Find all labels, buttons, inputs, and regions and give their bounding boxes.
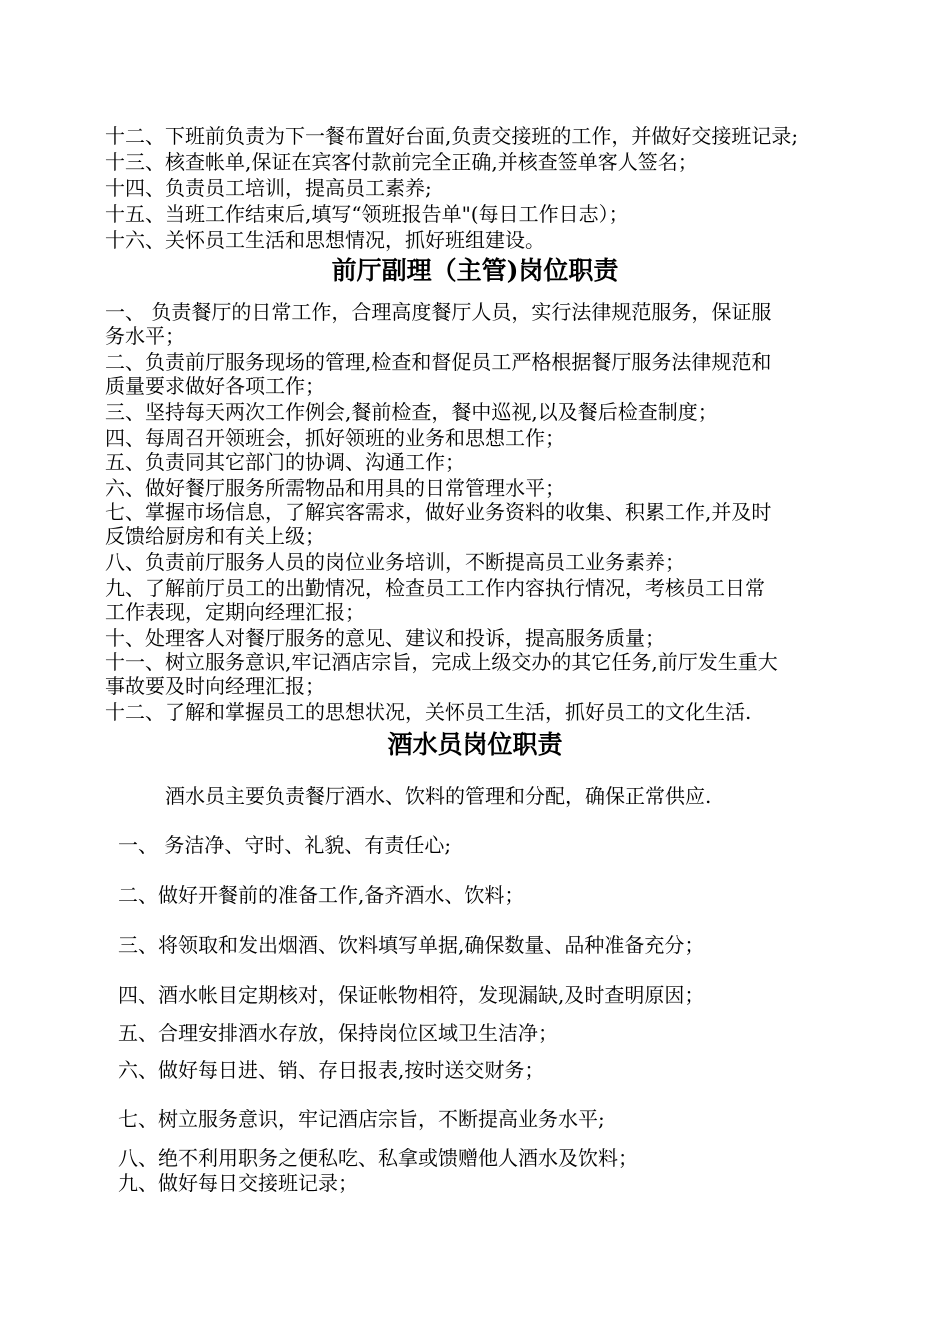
- section3-item-9: 九、做好每日交接班记录；: [118, 1171, 358, 1195]
- section3-item-4: 四、酒水帐目定期核对，保证帐物相符，发现漏缺,及时查明原因；: [118, 983, 705, 1007]
- top-item-16: 十六、关怀员工生活和思想情况，抓好班组建设。: [105, 228, 545, 252]
- section2-line-7: 五、负责同其它部门的协调、沟通工作；: [105, 450, 465, 474]
- section2-line-15: 十一、树立服务意识,牢记酒店宗旨，完成上级交办的其它任务,前厅发生重大: [105, 650, 778, 674]
- section2-line-6: 四、每周召开领班会，抓好领班的业务和思想工作；: [105, 426, 565, 450]
- section3-item-2: 二、做好开餐前的准备工作,备齐酒水、饮料；: [118, 883, 525, 907]
- top-item-14: 十四、负责员工培训，提高员工素养;: [105, 176, 432, 200]
- section3-intro: 酒水员主要负责餐厅酒水、饮料的管理和分配，确保正常供应.: [165, 784, 712, 808]
- section3-item-8: 八、绝不利用职务之便私吃、私拿或馈赠他人酒水及饮料；: [118, 1146, 638, 1170]
- section2-line-11: 八、负责前厅服务人员的岗位业务培训，不断提高员工业务素养；: [105, 550, 685, 574]
- section-title-front-office-manager: 前厅副理（主管)岗位职责: [331, 256, 619, 285]
- section2-line-17: 十二、了解和掌握员工的思想状况，关怀员工生活，抓好员工的文化生活.: [105, 700, 752, 724]
- top-item-12: 十二、下班前负责为下一餐布置好台面,负责交接班的工作，并做好交接班记录;: [105, 124, 799, 148]
- section3-item-1: 一、 务洁净、守时、礼貌、有责任心;: [118, 833, 452, 857]
- section2-line-1: 一、 负责餐厅的日常工作，合理高度餐厅人员，实行法律规范服务，保证服: [105, 300, 772, 324]
- section2-line-9: 七、掌握市场信息，了解宾客需求，做好业务资料的收集、积累工作,并及时: [105, 500, 772, 524]
- section2-line-10: 反馈给厨房和有关上级；: [105, 524, 325, 548]
- top-item-13: 十三、核查帐单,保证在宾客付款前完全正确,并核查签单客人签名；: [105, 150, 698, 174]
- section2-line-13: 工作表现，定期向经理汇报；: [105, 600, 365, 624]
- section3-item-6: 六、做好每日进、销、存日报表,按时送交财务；: [118, 1058, 545, 1082]
- section2-line-3: 二、负责前厅服务现场的管理,检查和督促员工严格根据餐厅服务法律规范和: [105, 350, 772, 374]
- section2-line-4: 质量要求做好各项工作；: [105, 374, 325, 398]
- section3-item-5: 五、合理安排酒水存放，保持岗位区域卫生洁净；: [118, 1021, 558, 1045]
- section2-line-16: 事故要及时向经理汇报；: [105, 674, 325, 698]
- section-title-beverage-staff: 酒水员岗位职责: [387, 730, 563, 759]
- top-item-15: 十五、当班工作结束后,填写“领班报告单"(每日工作日志）；: [105, 202, 629, 226]
- section2-line-14: 十、处理客人对餐厅服务的意见、建议和投诉，提高服务质量；: [105, 626, 665, 650]
- section2-line-12: 九、了解前厅员工的出勤情况，检查员工工作内容执行情况，考核员工日常: [105, 576, 765, 600]
- section2-line-5: 三、坚持每天两次工作例会,餐前检查，餐中巡视,以及餐后检查制度；: [105, 400, 718, 424]
- section3-item-7: 七、树立服务意识，牢记酒店宗旨，不断提高业务水平;: [118, 1107, 605, 1131]
- section2-line-2: 务水平；: [105, 324, 185, 348]
- section3-item-3: 三、将领取和发出烟酒、饮料填写单据,确保数量、品种准备充分；: [118, 933, 705, 957]
- section2-line-8: 六、做好餐厅服务所需物品和用具的日常管理水平；: [105, 476, 565, 500]
